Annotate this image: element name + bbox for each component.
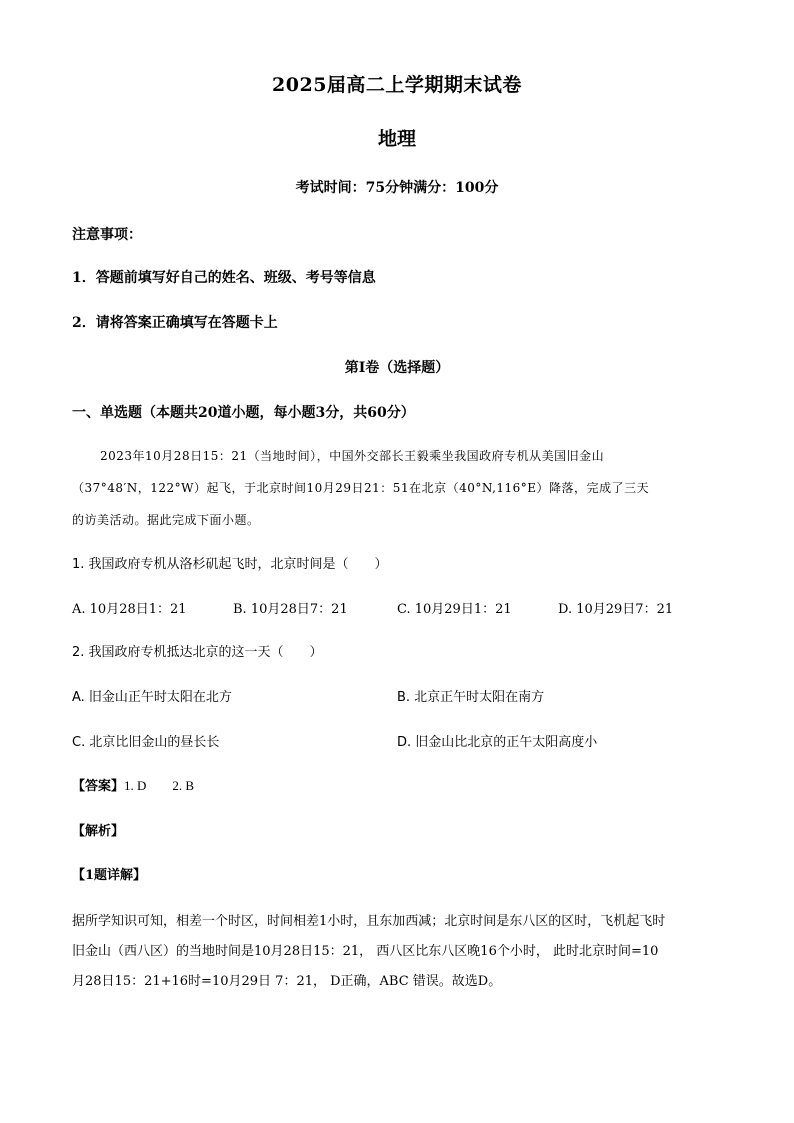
part-heading: 一、单选题（本题共20道小题，每小题3分，共60分）: [72, 405, 415, 421]
analysis-line-1: 据所学知识可知，相差一个时区，时间相差1小时，且东加西减；北京时间是东八区的区时，飞机起飞时: [72, 914, 666, 929]
exam-title: 2025届高二上学期期末试卷: [272, 74, 522, 96]
analysis-label: 【解析】: [72, 824, 125, 839]
volume-heading: 第Ⅰ卷（选择题）: [344, 360, 450, 376]
exam-info: 考试时间：75分钟满分：100分: [295, 180, 499, 196]
notice-item-2: 2．请将答案正确填写在答题卡上: [72, 315, 278, 331]
question-2-option-b: B. 北京正午时太阳在南方: [397, 690, 545, 705]
notice-item-1: 1．答题前填写好自己的姓名、班级、考号等信息: [72, 270, 376, 286]
passage-line-3: 的访美活动。据此完成下面小题。: [72, 513, 260, 527]
answer-value-1: 1. D: [124, 778, 147, 793]
answer-row: [72, 775, 194, 794]
passage-line-2: （37°48′N，122°W）起飞，于北京时间10月29日21：51在北京（40°N,116°E）降落，完成了三天: [72, 481, 650, 495]
question-2-option-c: C. 北京比旧金山的昼长长: [72, 735, 220, 750]
subject-title: 地理: [377, 128, 416, 150]
notice-heading: 注意事项：: [72, 227, 142, 243]
question-1-option-d: D. 10月29日7：21: [558, 602, 674, 617]
question-2-option-a: A. 旧金山正午时太阳在北方: [72, 690, 232, 705]
answer-label: 【答案】: [72, 779, 125, 794]
question-2-option-d: D. 旧金山比北京的正午太阳高度小: [397, 735, 598, 750]
question-2-stem: 2. 我国政府专机抵达北京的这一天（ ）: [72, 645, 323, 660]
analysis-line-2: 旧金山（西八区）的当地时间是10月28日15：21， 西八区比东八区晚16个小时， 此时北京时间=10: [72, 944, 659, 959]
passage-line-1: 2023年10月28日15：21（当地时间），中国外交部长王毅乘坐我国政府专机从美国旧金山: [100, 449, 605, 463]
question-1-option-c: C. 10月29日1：21: [397, 602, 512, 617]
question-1-option-a: A. 10月28日1：21: [72, 602, 187, 617]
question-1-stem: 1. 我国政府专机从洛杉矶起飞时，北京时间是（ ）: [72, 557, 388, 572]
question-1-option-b: B. 10月28日7：21: [233, 602, 348, 617]
detail-label: 【1题详解】: [72, 868, 147, 883]
analysis-line-3: 月28日15：21+16时=10月29日 7：21， D正确，ABC 错误。故选D。: [72, 974, 502, 989]
answer-value-2: 2. B: [172, 778, 195, 793]
